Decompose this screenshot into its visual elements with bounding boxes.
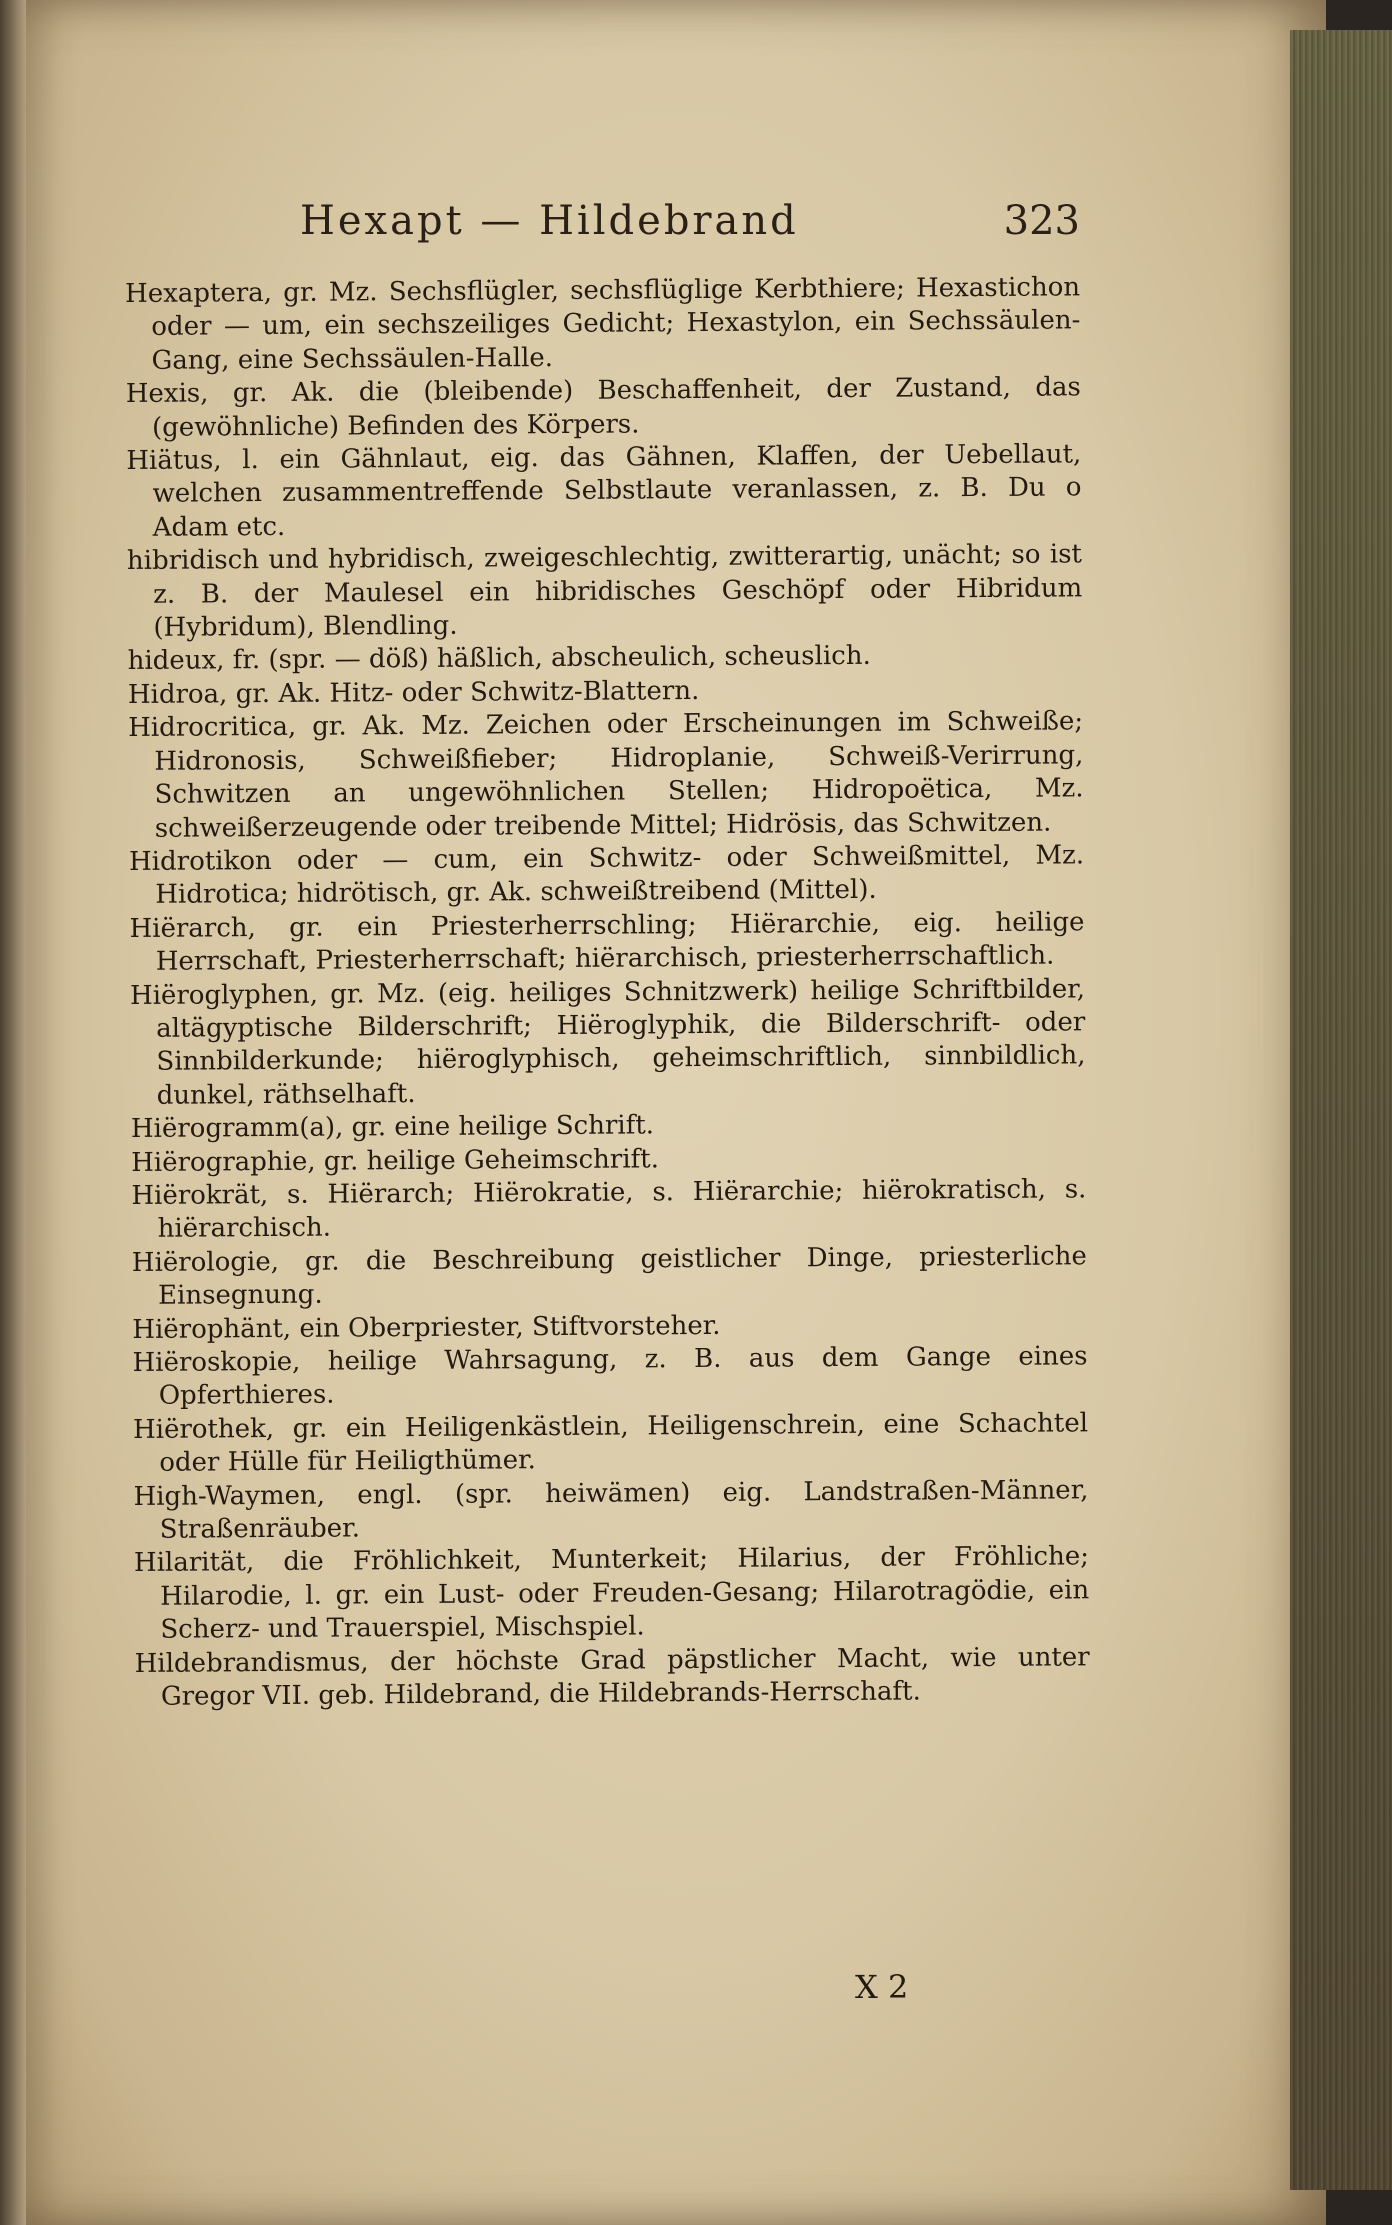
entry-hexaptera: Hexaptera, gr. Mz. Sechsflügler, sechsflüglige Kerbthiere; Hexastichon oder — um, ein sechszeiliges Gedicht; Hexastylon, ein Sechssäulen-Gang, eine Sechssäulen-Halle. [125, 272, 1081, 376]
entry-hideux: hideux, fr. (spr. — döß) häßlich, abscheulich, scheuslich. [127, 641, 871, 677]
page-number: 323 [1003, 198, 1080, 244]
signature-mark: X 2 [855, 1968, 909, 2006]
entry-hierologie: Hiërologie, gr. die Beschreibung geistlicher Dinge, priesterliche Einsegnung. [131, 1241, 1087, 1311]
entry-hidroa: Hidroa, gr. Ak. Hitz- oder Schwitz-Blattern. [127, 675, 700, 710]
running-title: Hexapt — Hildebrand [300, 198, 799, 244]
entry-hidrocritica: Hidrocritica, gr. Ak. Mz. Zeichen oder Erscheinungen im Schweiße; Hidronosis, Schweißfieber; Hidroplanie, Schweiß-Verirrung, Schwitzen an ungewöhnlichen Stellen; Hidropoëtica, Mz. schweißerzeugende oder treibende Mittel; Hidrösis, das Schwitzen. [128, 706, 1084, 844]
dictionary-entries [125, 271, 1090, 1714]
entry-hierothek: Hiërothek, gr. ein Heiligenkästlein, Heiligenschrein, eine Schachtel oder Hülle für Heiligthümer. [132, 1408, 1089, 1479]
entry-hierophant: Hiërophänt, ein Oberpriester, Stiftvorsteher. [132, 1310, 721, 1345]
entry-hierarch: Hiërarch, gr. ein Priesterherrschling; Hiërarchie, eig. heilige Herrschaft, Priesterherrschaft; hiërarchisch, priesterherrschaftlich. [129, 907, 1085, 977]
entry-hierogramm: Hiërogramm(a), gr. eine heilige Schrift. [130, 1110, 655, 1145]
running-header [300, 198, 1080, 258]
entry-hieroskopie: Hiëroskopie, heilige Wahrsagung, z. B. aus dem Gange eines Opferthieres. [132, 1341, 1088, 1412]
entry-high-waymen: High-Waymen, engl. (spr. heiwämen) eig. Landstraßen-Männer, Straßenräuber. [133, 1474, 1089, 1545]
entry-hiatus: Hiätus, l. ein Gähnlaut, eig. das Gähnen, Klaffen, der Uebellaut, welchen zusammentreffende Selbstlaute veranlassen, z. B. Du o Adam etc. [126, 439, 1082, 543]
book-edge-shade [1290, 30, 1392, 2190]
entry-hildebrandismus: Hildebrandismus, der höchste Grad päpstlicher Macht, wie unter Gregor VII. geb. Hildebrand, die Hildebrands-Herrschaft. [134, 1641, 1090, 1712]
entry-hexis: Hexis, gr. Ak. die (bleibende) Beschaffenheit, der Zustand, das (gewöhnliche) Befinden des Körpers. [125, 372, 1081, 443]
entry-hierokrat: Hiërokrät, s. Hiërarch; Hiërokratie, s. Hiërarchie; hiërokratisch, s. hiërarchisch. [131, 1174, 1087, 1245]
adjacent-page-edge [0, 0, 26, 2225]
entry-hilaritat: Hilarität, die Fröhlichkeit, Munterkeit; Hilarius, der Fröhliche; Hilarodie, l. gr. ein Lust- oder Freuden-Gesang; Hilarotragödie, ein Scherz- und Trauerspiel, Mischspiel. [133, 1541, 1090, 1646]
entry-hidrotikon: Hidrotikon oder — cum, ein Schwitz- oder Schweißmittel, Mz. Hidrotica; hidrötisch, gr. Ak. schweißtreibend (Mittel). [128, 840, 1085, 911]
entry-hierographie: Hiërographie, gr. heilige Geheimschrift. [131, 1143, 660, 1178]
entry-hieroglyphen: Hiëroglyphen, gr. Mz. (eig. heiliges Schnitzwerk) heilige Schriftbilder, altägyptische Bilderschrift; Hiëroglyphik, die Bilderschrift- oder Sinnbilderkunde; hiëroglyphisch, geheimschriftlich, sinnbildlich, dunkel, räthselhaft. [129, 973, 1086, 1111]
entry-hibridisch: hibridisch und hybridisch, zweigeschlechtig, zwitterartig, unächt; so ist z. B. der Maulesel ein hibridisches Geschöpf oder Hibridum (Hybridum), Blendling. [126, 539, 1083, 643]
